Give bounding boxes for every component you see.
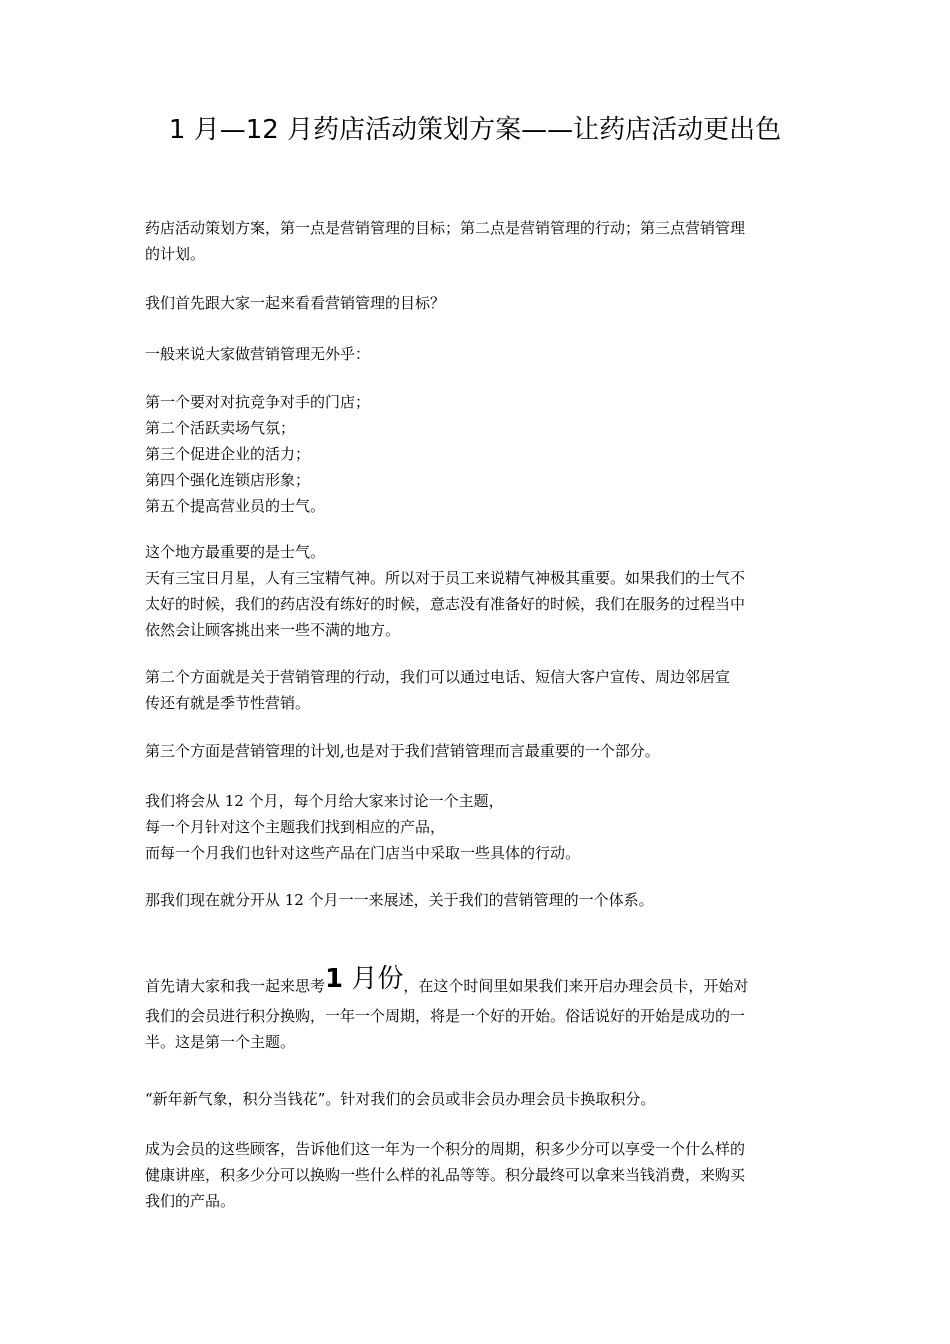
january-rest-text: ，在这个时间里如果我们来开启办理会员卡，开始对 [403,977,749,995]
month-heading [325,964,403,994]
plan-paragraph [145,738,810,764]
action-line-1: 第二个方面就是关于营销管理的行动，我们可以通过电话、短信大客户宣传、周边邻居宣 [145,668,731,686]
month-word: 月份 [343,964,404,994]
january-lead-text: 首先请大家和我一起来思考 [145,977,326,995]
goal-question-paragraph [145,290,810,316]
goal-list-item: 第五个提高营业员的士气。 [145,497,326,515]
goal-lead-paragraph [145,341,810,367]
member-line-3: 我们的产品。 [145,1192,236,1210]
goal-lead-line: 一般来说大家做营销管理无外乎： [145,345,371,363]
morale-line-3: 太好的时候，我们的药店没有练好的时候，意志没有准备好的时候，我们在服务的过程当中 [145,595,746,613]
action-line-2: 传还有就是季节性营销。 [145,694,311,712]
morale-paragraph [145,539,810,643]
twelve-month-line-2: 每一个月针对这个主题我们找到相应的产品， [145,818,446,836]
document-title: 1 月—12 月药店活动策划方案——让药店活动更出色 [168,115,782,145]
slogan-paragraph [145,1086,810,1112]
twelve-month-line-3: 而每一个月我们也针对这些产品在门店当中采取一些具体的行动。 [145,844,581,862]
january-line-3: 半。这是第一个主题。 [145,1033,296,1051]
january-line-1 [145,966,810,999]
month-number: 1 [325,964,344,994]
morale-line-1: 这个地方最重要的是士气。 [145,543,326,561]
action-paragraph [145,664,810,716]
system-paragraph [145,887,810,913]
member-paragraph [145,1136,810,1214]
morale-line-2: 天有三宝日月星，人有三宝精气神。所以对于员工来说精气神极其重要。如果我们的士气不 [145,569,746,587]
intro-line-1: 药店活动策划方案，第一点是营销管理的目标；第二点是营销管理的行动；第三点营销管理 [145,219,746,237]
member-line-2: 健康讲座，积多少分可以换购一些什么样的礼品等等。积分最终可以拿来当钱消费，来购买 [145,1166,746,1184]
goal-question-line: 我们首先跟大家一起来看看营销管理的目标？ [145,294,446,312]
system-line: 那我们现在就分开从 12 个月一一来展述，关于我们的营销管理的一个体系。 [145,891,654,909]
january-line-2: 我们的会员进行积分换购，一年一个周期，将是一个好的开始。俗话说好的开始是成功的一 [145,1007,746,1025]
intro-paragraph [145,215,810,267]
slogan-line: “新年新气象，积分当钱花”。针对我们的会员或非会员办理会员卡换取积分。 [145,1090,656,1108]
goal-list-item: 第三个促进企业的活力； [145,445,311,463]
goal-list-item: 第四个强化连锁店形象； [145,471,311,489]
january-paragraph [145,966,810,1055]
plan-line: 第三个方面是营销管理的计划,也是对于我们营销管理而言最重要的一个部分。 [145,742,660,760]
morale-line-4: 依然会让顾客挑出来一些不满的地方。 [145,621,401,639]
intro-line-2: 的计划。 [145,245,206,263]
goal-list [145,389,810,519]
goal-list-item: 第一个要对对抗竞争对手的门店； [145,393,371,411]
member-line-1: 成为会员的这些顾客，告诉他们这一年为一个积分的周期，积多少分可以享受一个什么样的 [145,1140,746,1158]
twelve-month-paragraph [145,788,810,866]
twelve-month-line-1: 我们将会从 12 个月，每个月给大家来讨论一个主题， [145,792,504,810]
goal-list-item: 第二个活跃卖场气氛； [145,419,296,437]
